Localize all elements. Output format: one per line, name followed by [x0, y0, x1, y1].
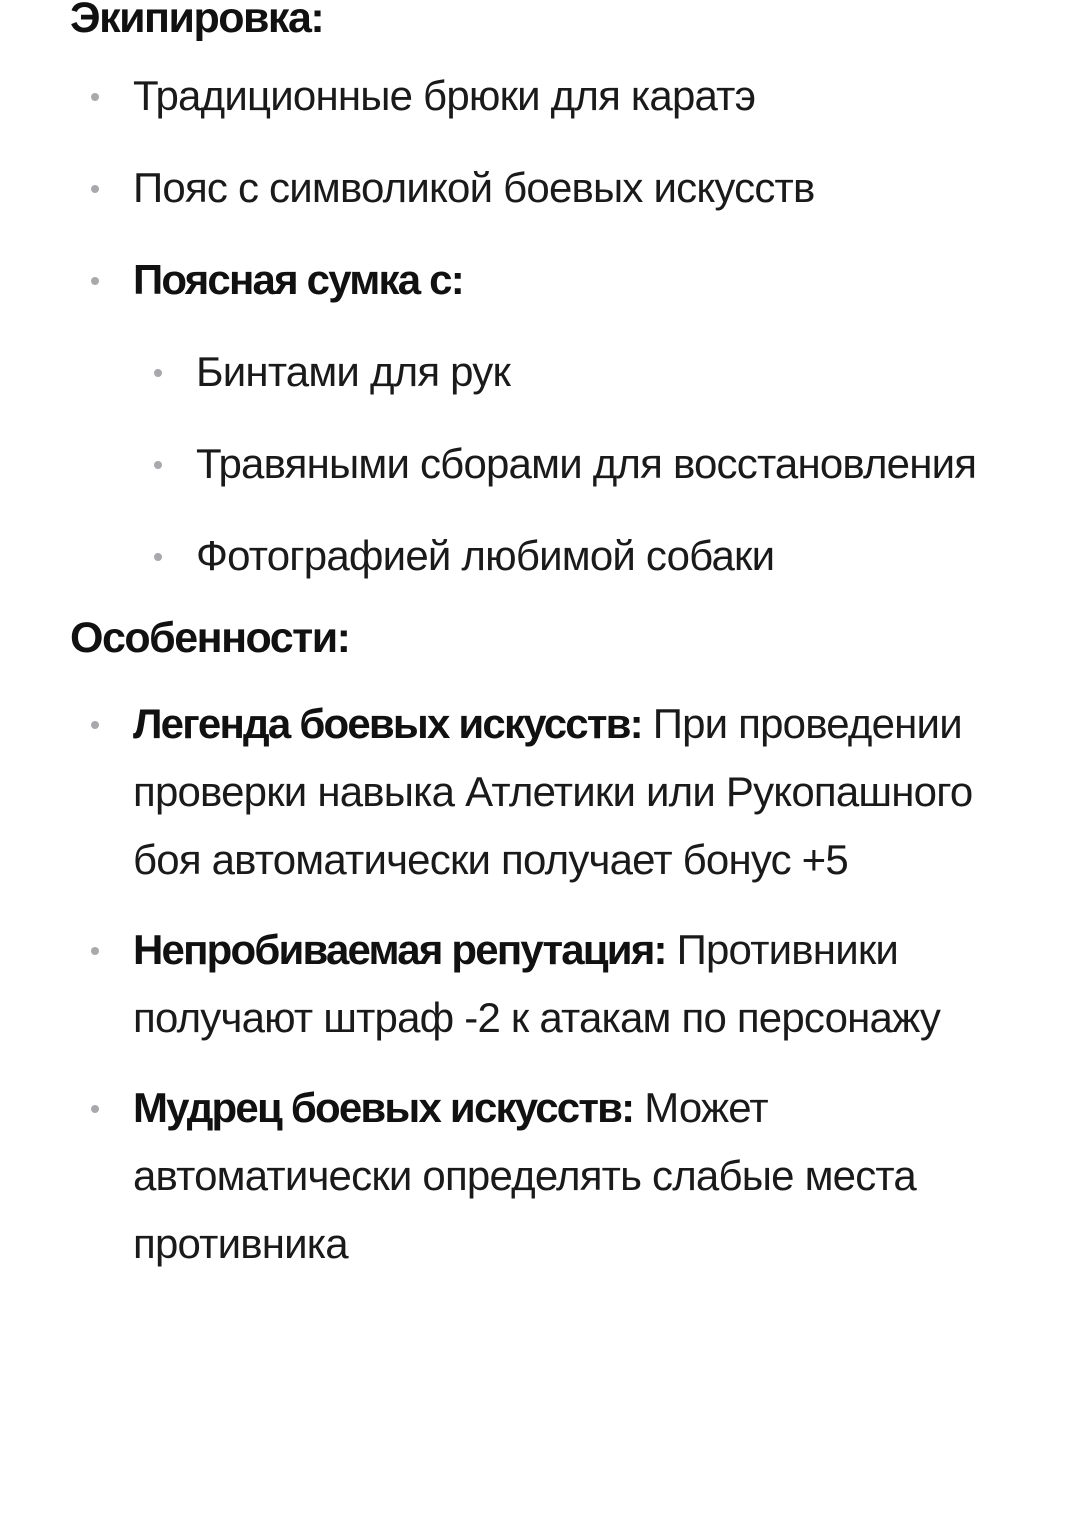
list-item [70, 154, 1030, 222]
list-item [70, 690, 1030, 894]
bag-item-photo: Фотографией любимой собаки [196, 532, 775, 579]
list-item [70, 1074, 1030, 1278]
feature-text: Противники получают штраф -2 к атакам по персонажу [133, 926, 941, 1041]
features-heading: Особенности: [70, 614, 350, 662]
equipment-heading: Экипировка: [70, 0, 324, 42]
list-item [133, 522, 1030, 590]
feature-text: Может автоматически определять слабые места противника [133, 1084, 916, 1267]
feature-name: Легенда боевых искусств: [133, 700, 642, 747]
list-item [70, 246, 1030, 590]
list-item [133, 338, 1030, 406]
feature-name: Непробиваемая репутация: [133, 926, 666, 973]
feature-name: Мудрец боевых искусств: [133, 1084, 634, 1131]
equipment-list [70, 62, 1030, 590]
feature-text: При проведении проверки навыка Атлетики или Рукопашного боя автоматически получает бонус +5 [133, 700, 973, 883]
list-item [133, 430, 1030, 498]
list-item [70, 62, 1030, 130]
document-body [70, 0, 1030, 1300]
equipment-item-belt: Пояс с символикой боевых искусств [133, 164, 815, 211]
bag-item-wraps: Бинтами для рук [196, 348, 511, 395]
bag-contents-list [133, 338, 1030, 590]
features-list [70, 690, 1030, 1278]
bag-item-herbs: Травяными сборами для восстановления [196, 440, 977, 487]
equipment-item-bag: Поясная сумка с: [133, 256, 463, 303]
equipment-item-pants: Традиционные брюки для каратэ [133, 72, 756, 119]
list-item [70, 916, 1030, 1052]
